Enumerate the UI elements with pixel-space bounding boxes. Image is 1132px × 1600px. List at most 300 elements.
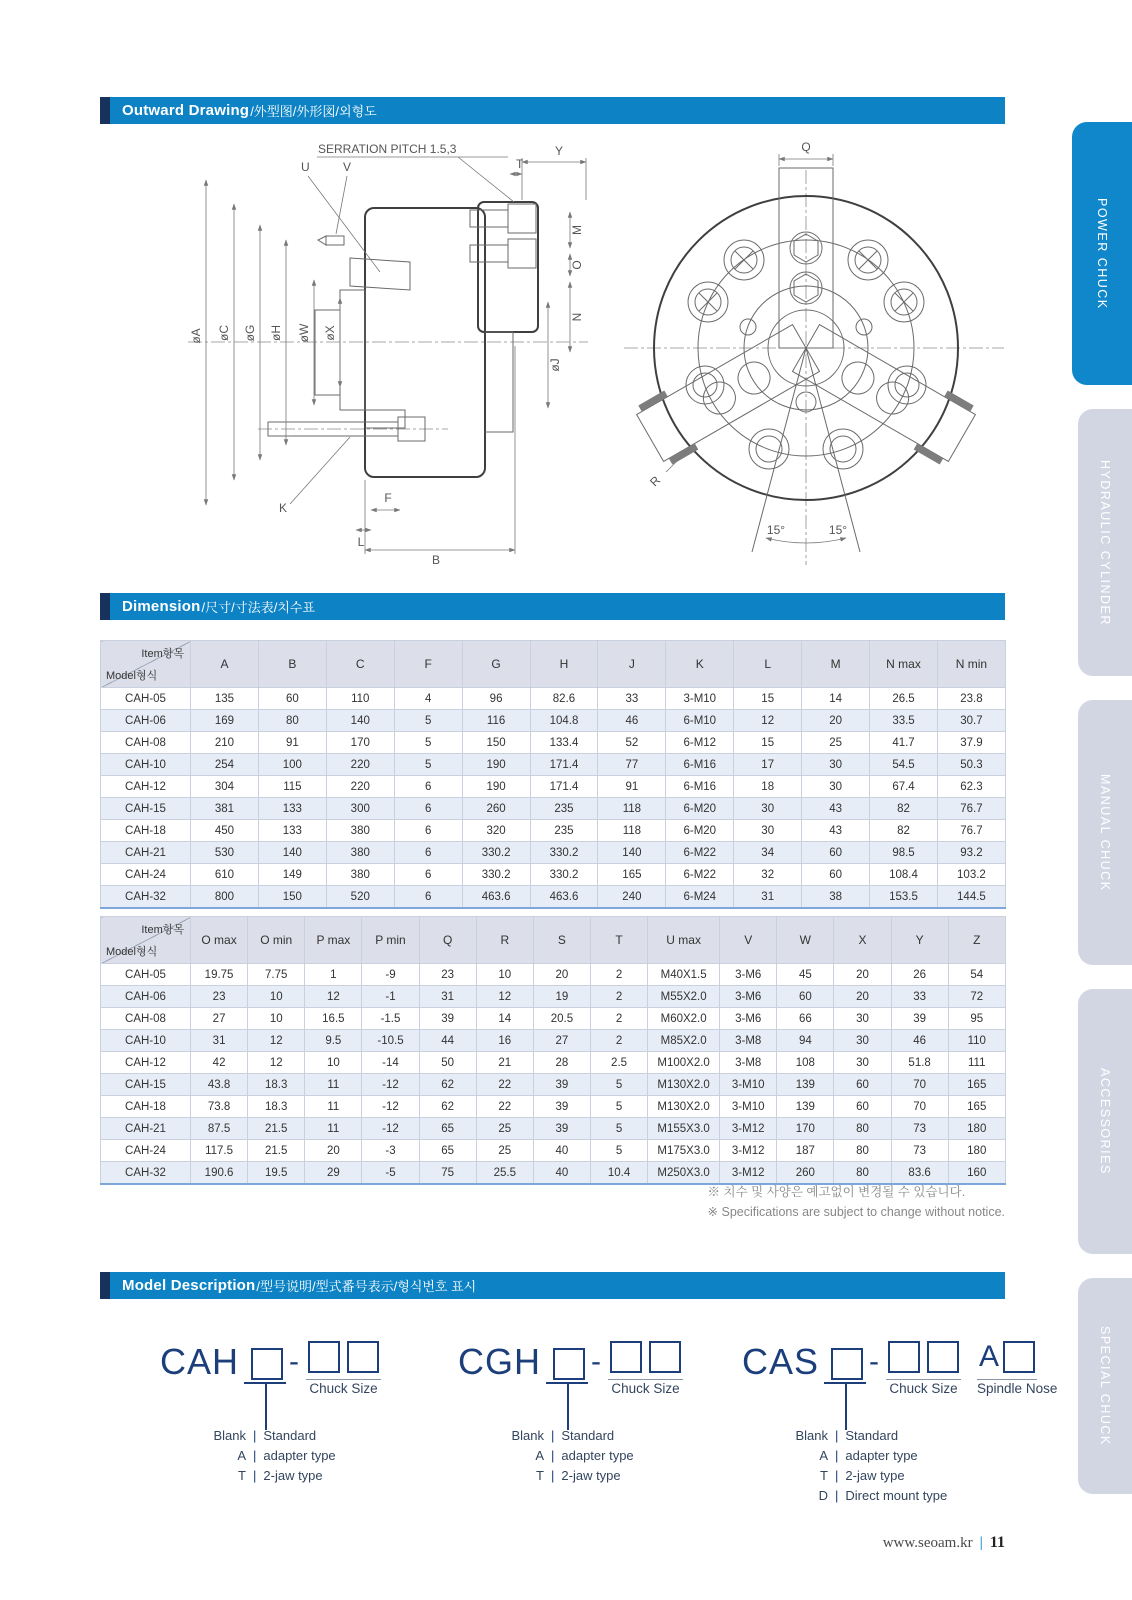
label-dia-W: øW [297, 323, 311, 343]
value-cell: 18.3 [248, 1074, 305, 1096]
type-option: Blank | Standard [511, 1428, 615, 1443]
value-cell: 6 [394, 820, 462, 842]
section-subtitle: /型号说明/型式番号表示/형식번호 표시 [256, 1279, 477, 1294]
value-cell: 98.5 [870, 842, 938, 864]
value-cell: 25 [476, 1140, 533, 1162]
value-cell: 30 [734, 798, 802, 820]
model-cell: CAH-12 [101, 776, 191, 798]
table-row [101, 964, 1006, 986]
value-cell: 60 [777, 986, 834, 1008]
value-cell: -1.5 [362, 1008, 419, 1030]
value-cell: 80 [258, 710, 326, 732]
note-english: ※ Specifications are subject to change without notice. [707, 1205, 1005, 1219]
chuck-size-label: Chuck Size [889, 1380, 958, 1396]
table-row [101, 798, 1006, 820]
value-cell: 133 [258, 820, 326, 842]
value-cell: 20 [834, 964, 891, 986]
value-cell: 50.3 [937, 754, 1005, 776]
dash: - [289, 1345, 300, 1378]
label-Q: Q [801, 140, 811, 154]
value-cell: 118 [598, 820, 666, 842]
value-cell: 51.8 [891, 1052, 948, 1074]
value-cell: 2 [590, 1008, 647, 1030]
value-cell: 95 [948, 1008, 1005, 1030]
value-cell: 104.8 [530, 710, 598, 732]
value-cell: 16.5 [305, 1008, 362, 1030]
column-header: X [834, 917, 891, 964]
value-cell: 19.75 [191, 964, 248, 986]
type-option: D | Direct mount type [818, 1488, 948, 1503]
footer-separator: | [979, 1535, 983, 1551]
front-view-drawing [606, 140, 1021, 575]
value-cell: 27 [191, 1008, 248, 1030]
column-header: H [530, 641, 598, 688]
table-row [101, 776, 1006, 798]
value-cell: 25.5 [476, 1162, 533, 1185]
section-accent-bar [100, 1272, 110, 1299]
value-cell: 380 [326, 864, 394, 886]
column-header: Z [948, 917, 1005, 964]
value-cell: 30 [834, 1030, 891, 1052]
value-cell: 26.5 [870, 688, 938, 710]
value-cell: 6 [394, 864, 462, 886]
value-cell: 110 [948, 1030, 1005, 1052]
value-cell: 220 [326, 776, 394, 798]
value-cell: 149 [258, 864, 326, 886]
column-header: Y [891, 917, 948, 964]
value-cell: 140 [326, 710, 394, 732]
value-cell: 10 [476, 964, 533, 986]
table-row [101, 710, 1006, 732]
table-row [101, 1118, 1006, 1140]
sidebar-tab-accessories[interactable] [1078, 989, 1132, 1254]
value-cell: 23.8 [937, 688, 1005, 710]
column-header: A [191, 641, 259, 688]
value-cell: 77 [598, 754, 666, 776]
table-row [101, 1074, 1006, 1096]
column-header: P min [362, 917, 419, 964]
value-cell: 14 [476, 1008, 533, 1030]
dimension-table-2 [100, 916, 1006, 1185]
value-cell: 60 [834, 1096, 891, 1118]
model-cell: CAH-18 [101, 820, 191, 842]
column-header: L [734, 641, 802, 688]
value-cell: 60 [802, 864, 870, 886]
value-cell: 135 [191, 688, 259, 710]
value-cell: 2 [590, 986, 647, 1008]
table-row [101, 820, 1006, 842]
value-cell: 39 [419, 1008, 476, 1030]
value-cell: 6 [394, 886, 462, 909]
value-cell: 463.6 [530, 886, 598, 909]
value-cell: -14 [362, 1052, 419, 1074]
value-cell: 6 [394, 798, 462, 820]
column-header: J [598, 641, 666, 688]
value-cell: -5 [362, 1162, 419, 1185]
type-box [831, 1348, 859, 1376]
value-cell: 80 [834, 1118, 891, 1140]
value-cell: 32 [734, 864, 802, 886]
label-dia-A: øA [189, 328, 203, 344]
value-cell: 27 [533, 1030, 590, 1052]
value-cell: 800 [191, 886, 259, 909]
value-cell: 3-M8 [720, 1030, 777, 1052]
model-cell: CAH-18 [101, 1096, 191, 1118]
value-cell: 165 [598, 864, 666, 886]
value-cell: 5 [394, 732, 462, 754]
value-cell: 15 [734, 732, 802, 754]
value-cell: 42 [191, 1052, 248, 1074]
dimension-table-1 [100, 640, 1006, 909]
value-cell: 10 [248, 986, 305, 1008]
value-cell: 3-M10 [720, 1096, 777, 1118]
value-cell: 76.7 [937, 820, 1005, 842]
value-cell: 3-M12 [720, 1140, 777, 1162]
sidebar-tab-label: ACCESSORIES [1098, 1068, 1112, 1175]
value-cell: 96 [462, 688, 530, 710]
value-cell: 39 [533, 1118, 590, 1140]
value-cell: 54 [948, 964, 1005, 986]
label-dia-X: øX [323, 325, 337, 341]
model-cell: CAH-15 [101, 798, 191, 820]
outward-drawing-area [118, 140, 1018, 575]
value-cell: -9 [362, 964, 419, 986]
value-cell: 82 [870, 820, 938, 842]
value-cell: 3-M12 [720, 1162, 777, 1185]
value-cell: 5 [590, 1140, 647, 1162]
table-row [101, 864, 1006, 886]
value-cell: 60 [258, 688, 326, 710]
side-view-drawing [118, 140, 593, 575]
value-cell: 6-M10 [666, 710, 734, 732]
corner-item-label: Item항목 [141, 924, 184, 936]
table-notes [708, 1182, 1005, 1222]
value-cell: -3 [362, 1140, 419, 1162]
value-cell: 5 [590, 1118, 647, 1140]
right-dimension-lines [548, 212, 570, 408]
value-cell: 76.7 [937, 798, 1005, 820]
value-cell: 260 [777, 1162, 834, 1185]
type-option: Blank | Standard [795, 1428, 899, 1443]
model-cell: CAH-24 [101, 864, 191, 886]
type-option: Blank | Standard [213, 1428, 317, 1443]
value-cell: 25 [802, 732, 870, 754]
value-cell: 117.5 [191, 1140, 248, 1162]
value-cell: 30 [802, 776, 870, 798]
column-header: P max [305, 917, 362, 964]
value-cell: 235 [530, 820, 598, 842]
type-box [251, 1348, 279, 1376]
model-cell: CAH-08 [101, 1008, 191, 1030]
value-cell: 20 [802, 710, 870, 732]
value-cell: M175X3.0 [648, 1140, 720, 1162]
value-cell: 45 [777, 964, 834, 986]
value-cell: 87.5 [191, 1118, 248, 1140]
label-dia-J: øJ [548, 358, 562, 372]
value-cell: 118 [598, 798, 666, 820]
left-dimension-lines [206, 180, 340, 505]
value-cell: 31 [419, 986, 476, 1008]
value-cell: 91 [598, 776, 666, 798]
sidebar-tab-manual-chuck[interactable] [1078, 700, 1132, 965]
value-cell: 22 [476, 1096, 533, 1118]
column-header: N max [870, 641, 938, 688]
value-cell: 12 [248, 1030, 305, 1052]
column-header: B [258, 641, 326, 688]
column-header: T [590, 917, 647, 964]
value-cell: 380 [326, 820, 394, 842]
model-diagram-cas [742, 1336, 1058, 1506]
value-cell: 100 [258, 754, 326, 776]
value-cell: 150 [462, 732, 530, 754]
sidebar-tab-special-chuck[interactable] [1078, 1278, 1132, 1494]
section-title: Outward Drawing [122, 102, 250, 119]
value-cell: 380 [326, 842, 394, 864]
value-cell: 52 [598, 732, 666, 754]
value-cell: 91 [258, 732, 326, 754]
value-cell: 15 [734, 688, 802, 710]
value-cell: 1 [305, 964, 362, 986]
footer-url[interactable]: www.seoam.kr [882, 1535, 973, 1551]
table-row [101, 688, 1006, 710]
corner-model-label: Model형식 [106, 946, 158, 958]
value-cell: 14 [802, 688, 870, 710]
value-cell: 300 [326, 798, 394, 820]
pin [318, 236, 344, 245]
label-K: K [278, 501, 288, 515]
value-cell: 116 [462, 710, 530, 732]
column-header: N min [937, 641, 1005, 688]
type-options [742, 1426, 1047, 1506]
chuck-size-boxes [306, 1341, 381, 1396]
type-option: A | adapter type [819, 1448, 918, 1463]
value-cell: 50 [419, 1052, 476, 1074]
value-cell: 610 [191, 864, 259, 886]
value-cell: 30 [734, 820, 802, 842]
value-cell: 6-M20 [666, 820, 734, 842]
label-M: M [570, 225, 584, 235]
value-cell: 29 [305, 1162, 362, 1185]
value-cell: 153.5 [870, 886, 938, 909]
value-cell: 21.5 [248, 1140, 305, 1162]
value-cell: 3-M10 [666, 688, 734, 710]
type-option: T | 2-jaw type [820, 1468, 905, 1483]
value-cell: 39 [533, 1096, 590, 1118]
label-U: U [301, 160, 310, 174]
value-cell: 6-M22 [666, 864, 734, 886]
sidebar-tab-label: MANUAL CHUCK [1098, 773, 1112, 892]
sidebar [1070, 0, 1132, 1600]
value-cell: 73 [891, 1118, 948, 1140]
value-cell: 330.2 [530, 842, 598, 864]
value-cell: 31 [734, 886, 802, 909]
value-cell: 111 [948, 1052, 1005, 1074]
value-cell: 3-M8 [720, 1052, 777, 1074]
chuck-size-label: Chuck Size [309, 1380, 378, 1396]
label-O: O [570, 260, 584, 270]
model-cell: CAH-32 [101, 1162, 191, 1185]
value-cell: -1 [362, 986, 419, 1008]
page-number: 11 [989, 1534, 1005, 1551]
model-prefix: CAH [160, 1341, 240, 1382]
label-angle-left: 15° [766, 523, 786, 537]
value-cell: 190 [462, 776, 530, 798]
value-cell: 93.2 [937, 842, 1005, 864]
value-cell: 26 [891, 964, 948, 986]
value-cell: 6-M16 [666, 754, 734, 776]
value-cell: 46 [891, 1030, 948, 1052]
column-header: O max [191, 917, 248, 964]
value-cell: 30 [834, 1008, 891, 1030]
value-cell: 43.8 [191, 1074, 248, 1096]
page-footer [883, 1534, 1005, 1552]
spindle-prefix: A [979, 1339, 1000, 1373]
value-cell: 260 [462, 798, 530, 820]
value-cell: 235 [530, 798, 598, 820]
value-cell: -12 [362, 1118, 419, 1140]
section-subtitle: /尺寸/寸法表/치수표 [201, 600, 315, 615]
value-cell: 220 [326, 754, 394, 776]
model-cell: CAH-32 [101, 886, 191, 909]
value-cell: 171.4 [530, 754, 598, 776]
value-cell: 3-M10 [720, 1074, 777, 1096]
column-header: O min [248, 917, 305, 964]
value-cell: 33.5 [870, 710, 938, 732]
value-cell: 17 [734, 754, 802, 776]
label-N: N [570, 312, 584, 322]
section-header-outward-drawing [100, 97, 1005, 124]
value-cell: 25 [476, 1118, 533, 1140]
value-cell: 67.4 [870, 776, 938, 798]
value-cell: 169 [191, 710, 259, 732]
sidebar-tab-hydraulic-cylinder[interactable] [1078, 409, 1132, 676]
section-accent-bar [100, 97, 110, 124]
table-header-row [101, 917, 1006, 964]
model-prefix: CGH [458, 1341, 541, 1382]
label-dia-C: øC [217, 325, 231, 341]
table-row [101, 732, 1006, 754]
value-cell: 187 [777, 1140, 834, 1162]
value-cell: 520 [326, 886, 394, 909]
value-cell: 46 [598, 710, 666, 732]
value-cell: 11 [305, 1118, 362, 1140]
value-cell: 70 [891, 1074, 948, 1096]
dash: - [869, 1345, 880, 1378]
value-cell: 6-M20 [666, 798, 734, 820]
sidebar-tab-power-chuck[interactable] [1072, 122, 1132, 385]
section-header-dimension [100, 593, 1005, 620]
label-R: R [647, 473, 664, 490]
note-korean: ※ 치수 및 사양은 예고없이 변경될 수 있습니다. [707, 1185, 966, 1199]
model-cell: CAH-21 [101, 842, 191, 864]
column-header: F [394, 641, 462, 688]
value-cell: 3-M6 [720, 986, 777, 1008]
value-cell: 304 [191, 776, 259, 798]
value-cell: 2 [590, 964, 647, 986]
table-row [101, 1052, 1006, 1074]
value-cell: 12 [734, 710, 802, 732]
table-row [101, 1162, 1006, 1185]
value-cell: 450 [191, 820, 259, 842]
label-L: L [357, 535, 365, 549]
table-row [101, 1030, 1006, 1052]
cap-screw [470, 204, 536, 268]
value-cell: 39 [891, 1008, 948, 1030]
value-cell: 165 [948, 1074, 1005, 1096]
value-cell: 80 [834, 1140, 891, 1162]
value-cell: 12 [476, 986, 533, 1008]
value-cell: 160 [948, 1162, 1005, 1185]
column-header: M [802, 641, 870, 688]
value-cell: 10.4 [590, 1162, 647, 1185]
value-cell: 140 [258, 842, 326, 864]
model-diagram-cah [160, 1336, 465, 1486]
label-B: B [431, 553, 441, 567]
value-cell: 30.7 [937, 710, 1005, 732]
type-option: T | 2-jaw type [238, 1468, 323, 1483]
value-cell: 110 [326, 688, 394, 710]
value-cell: 6 [394, 842, 462, 864]
table-header-row [101, 641, 1006, 688]
column-header: R [476, 917, 533, 964]
value-cell: 381 [191, 798, 259, 820]
value-cell: 11 [305, 1096, 362, 1118]
value-cell: 20 [533, 964, 590, 986]
value-cell: 22 [476, 1074, 533, 1096]
label-Y: Y [555, 144, 564, 158]
value-cell: 21 [476, 1052, 533, 1074]
value-cell: 12 [248, 1052, 305, 1074]
value-cell: M100X2.0 [648, 1052, 720, 1074]
value-cell: 31 [191, 1030, 248, 1052]
value-cell: 2 [590, 1030, 647, 1052]
value-cell: M60X2.0 [648, 1008, 720, 1030]
value-cell: M155X3.0 [648, 1118, 720, 1140]
value-cell: 330.2 [462, 842, 530, 864]
value-cell: 150 [258, 886, 326, 909]
value-cell: 21.5 [248, 1118, 305, 1140]
table-corner-cell [101, 917, 191, 964]
model-cell: CAH-05 [101, 688, 191, 710]
section-subtitle: /外型图/外形図/외형도 [250, 104, 377, 119]
table-corner-cell [101, 641, 191, 688]
label-serration: SERRATION PITCH 1.5,3 [318, 142, 457, 156]
value-cell: 18.3 [248, 1096, 305, 1118]
value-cell: 144.5 [937, 886, 1005, 909]
value-cell: 108.4 [870, 864, 938, 886]
value-cell: M130X2.0 [648, 1074, 720, 1096]
label-V: V [343, 160, 352, 174]
value-cell: 60 [802, 842, 870, 864]
value-cell: 10 [305, 1052, 362, 1074]
value-cell: M130X2.0 [648, 1096, 720, 1118]
value-cell: 10 [248, 1008, 305, 1030]
value-cell: -12 [362, 1074, 419, 1096]
value-cell: 171.4 [530, 776, 598, 798]
section-header-model-description [100, 1272, 1005, 1299]
value-cell: 5 [394, 754, 462, 776]
column-header: W [777, 917, 834, 964]
value-cell: 33 [891, 986, 948, 1008]
value-cell: 20.5 [533, 1008, 590, 1030]
value-cell: 62 [419, 1074, 476, 1096]
value-cell: 254 [191, 754, 259, 776]
dash: - [591, 1345, 601, 1378]
value-cell: 38 [802, 886, 870, 909]
type-box [553, 1348, 581, 1376]
section-title: Dimension [122, 598, 201, 615]
value-cell: 20 [305, 1140, 362, 1162]
